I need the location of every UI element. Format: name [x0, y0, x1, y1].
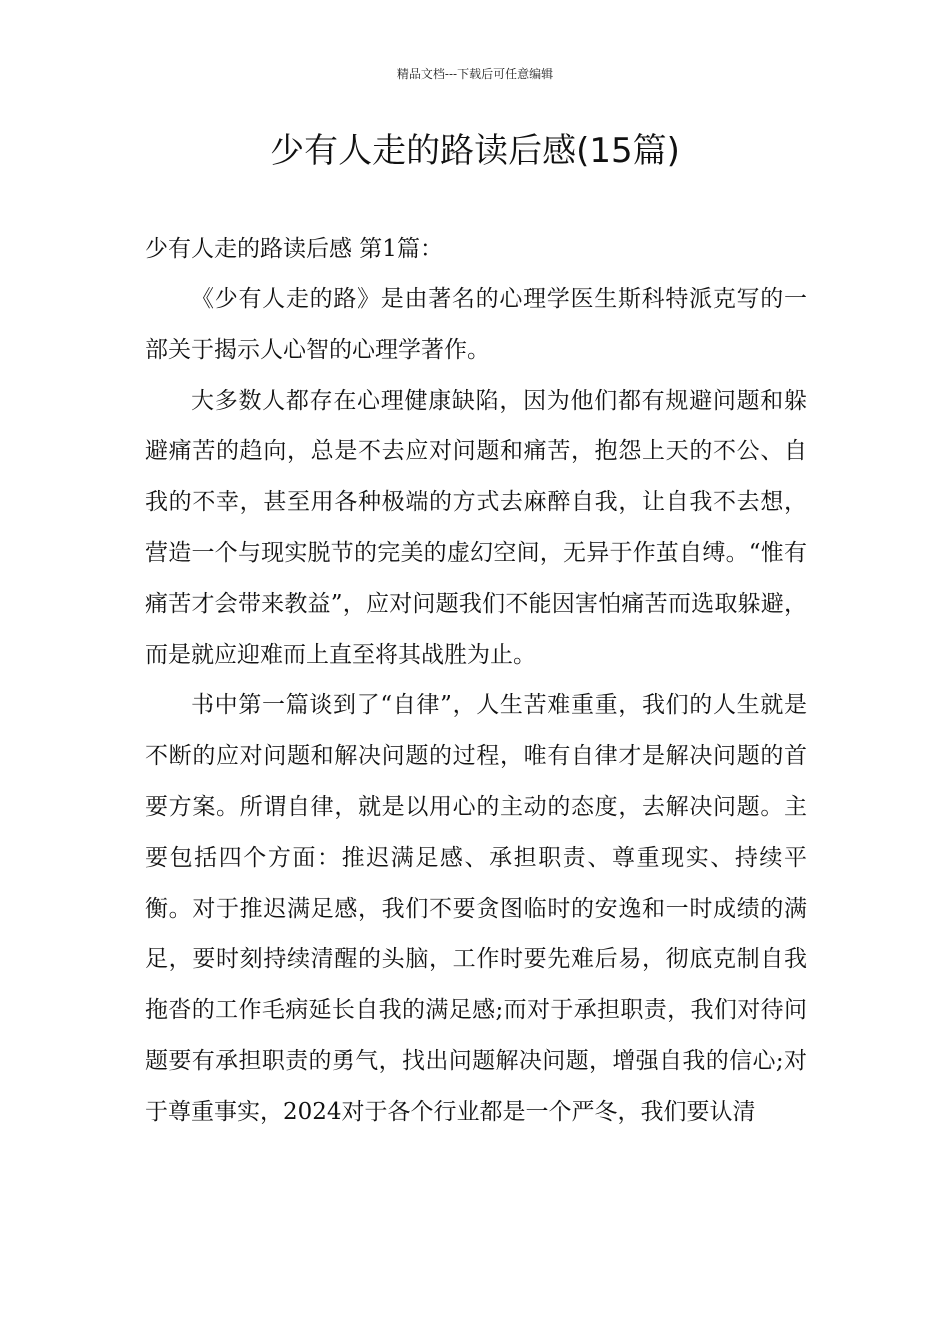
document-title: 少有人走的路读后感(15篇) — [270, 131, 680, 171]
paragraph-3: 书中第一篇谈到了“自律”，人生苦难重重，我们的人生就是不断的应对问题和解决问题的过程，唯有自律才是解决问题的首要方案。所谓自律，就是以用心的主动的态度，去解决问题。主要包括四个方面：推迟满足感、承担职责、尊重现实、持续平衡。对于推迟满足感，我们不要贪图临时的安逸和一时成绩的满足，要时刻持续清醒的头脑，工作时要先难后易，彻底克制自我拖沓的工作毛病延长自我的满足感;而对于承担职责，我们对待问题要有承担职责的勇气，找出问题解决问题，增强自我的信心;对于尊重事实，2024对于各个行业都是一个严冬，我们要认清 — [145, 692, 807, 1125]
header-note: 精品文档---下载后可任意编辑 — [396, 67, 554, 81]
paragraph-1: 《少有人走的路》是由著名的心理学医生斯科特派克写的一部关于揭示人心智的心理学著作。 — [145, 286, 807, 363]
section-heading: 少有人走的路读后感 第1篇： — [145, 236, 443, 262]
paragraph-2: 大多数人都存在心理健康缺陷，因为他们都有规避问题和躲避痛苦的趋向，总是不去应对问题和痛苦，抱怨上天的不公、自我的不幸，甚至用各种极端的方式去麻醉自我，让自我不去想，营造一个与现实脱节的完美的虚幻空间，无异于作茧自缚。“惟有痛苦才会带来教益”，应对问题我们不能因害怕痛苦而选取躲避，而是就应迎难而上直至将其战胜为止。 — [145, 387, 807, 668]
document-body — [145, 224, 807, 1138]
